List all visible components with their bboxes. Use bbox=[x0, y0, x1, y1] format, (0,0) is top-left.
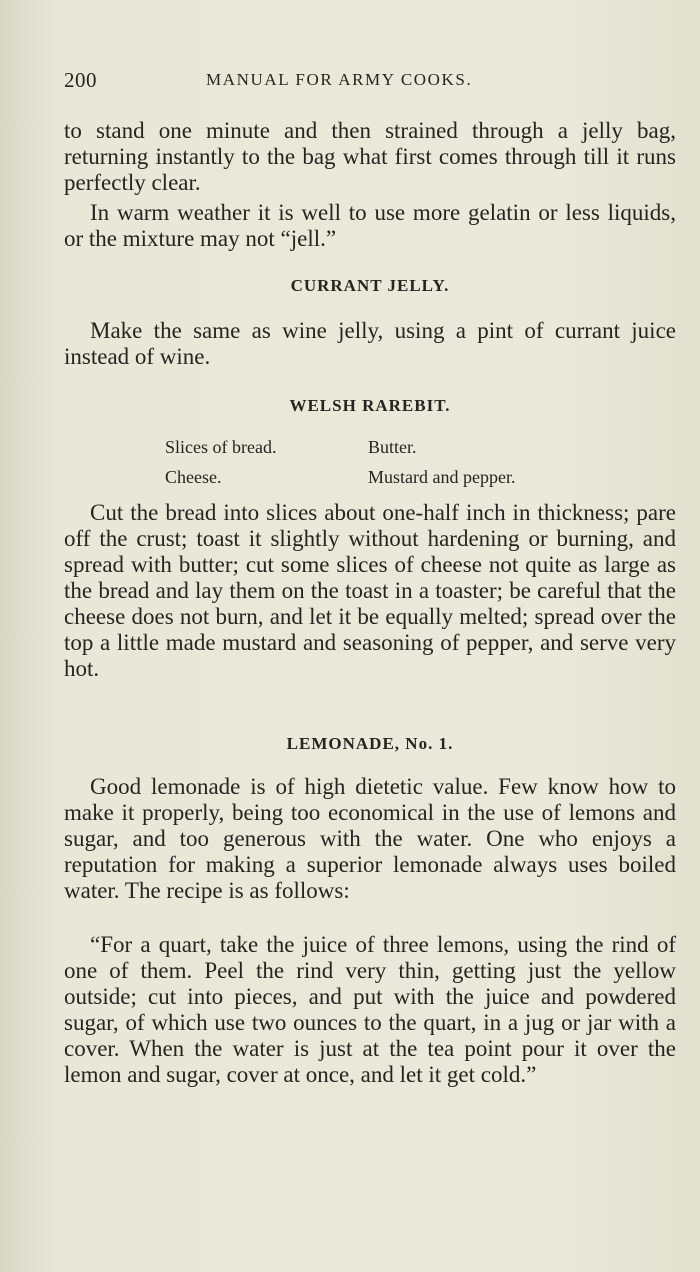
lemonade-paragraph-2: “For a quart, take the juice of three lemons, using the rind of one of them. Peel the rind very thin, getting just the yellow outside; cut into pieces, and put with the juice and powdered sugar, of which use two ounces to the quart, in a jug or jar with a cover. When the water is just at the tea point pour it over the lemon and sugar, cover at once, and let it get cold.” bbox=[64, 932, 676, 1087]
ingredient-row bbox=[165, 462, 605, 492]
welsh-rarebit-text: Cut the bread into slices about one-half inch in thickness; pare off the crust; toast it slightly without hardening or burning, and spread with butter; cut some slices of cheese not quite as large as the bread and lay them on the toast in a toaster; be careful that the cheese does not burn, and let it be equally melted; spread over the top a little made mustard and seasoning of pepper, and serve very hot. bbox=[64, 500, 676, 681]
ingredient-row bbox=[165, 432, 605, 462]
warm-weather-paragraph: In warm weather it is well to use more gelatin or less liquids, or the mixture may not “jell.” bbox=[64, 200, 676, 251]
welsh-rarebit-heading: WELSH RAREBIT. bbox=[289, 396, 451, 415]
running-head bbox=[64, 68, 580, 98]
ingredient-item: Butter. bbox=[368, 437, 417, 457]
ingredient-list bbox=[165, 432, 605, 492]
ingredient-item: Cheese. bbox=[165, 467, 222, 487]
lemonade-paragraph-1: Good lemonade is of high dietetic value. Few know how to make it properly, being too economical in the use of lemons and sugar, and too generous with the water. One who enjoys a reputation for making a superior lemonade always uses boiled water. The recipe is as follows: bbox=[64, 774, 676, 903]
ingredient-item: Slices of bread. bbox=[165, 437, 277, 457]
lemonade-heading: LEMONADE, No. 1. bbox=[286, 734, 454, 753]
currant-jelly-text: Make the same as wine jelly, using a pint of currant juice instead of wine. bbox=[64, 318, 676, 369]
page-number: 200 bbox=[64, 68, 97, 92]
ingredient-item: Mustard and pepper. bbox=[368, 467, 516, 487]
currant-jelly-heading: CURRANT JELLY. bbox=[290, 276, 450, 295]
continued-paragraph: to stand one minute and then strained through a jelly bag, returning instantly to the bag what first comes through till it runs perfectly clear. bbox=[64, 118, 676, 195]
book-title: MANUAL FOR ARMY COOKS. bbox=[206, 70, 473, 89]
